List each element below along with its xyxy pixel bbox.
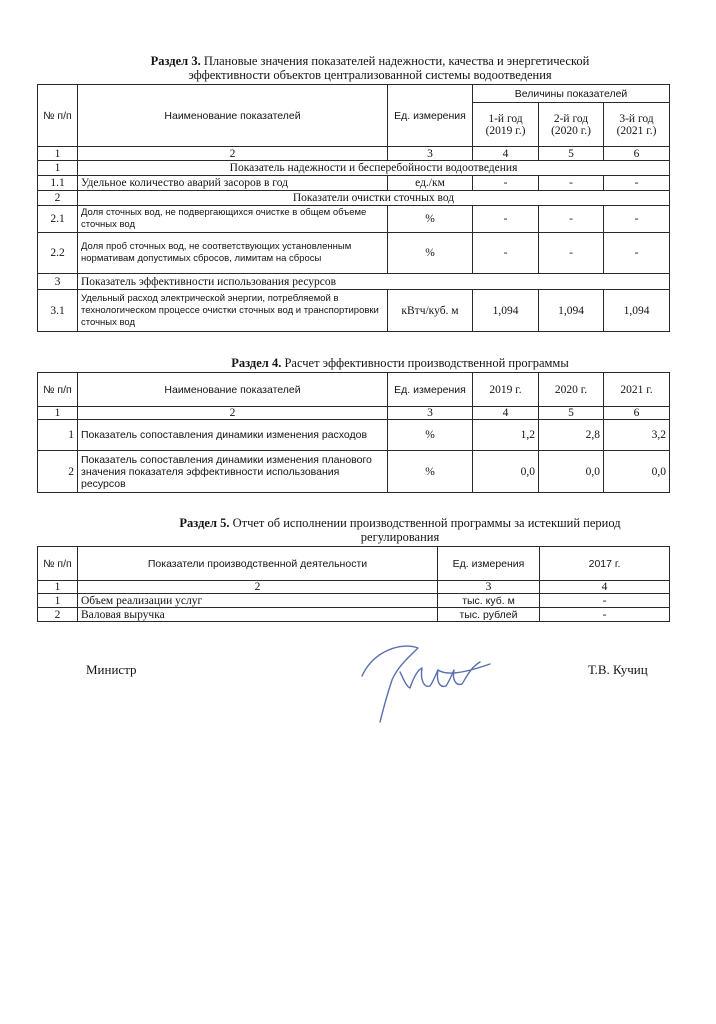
s4-row-v1: 0,0: [473, 451, 539, 493]
table-row: [38, 594, 670, 608]
section3-title: [90, 54, 650, 82]
s4-colnum-row: [38, 407, 670, 420]
s3-group-title: Показатель эффективности использования ресурсов: [78, 274, 670, 290]
section4-title: [150, 356, 650, 370]
s3-row-num: 3.1: [38, 290, 78, 332]
s3-row-v2: -: [539, 233, 604, 274]
section5-title-line1: Отчет об исполнении производственной программы за истекший период: [229, 516, 621, 530]
table-row: [38, 608, 670, 622]
s3-row-v1: -: [473, 176, 539, 191]
signatory-name: Т.В. Кучиц: [588, 662, 648, 677]
table-row: [38, 451, 670, 493]
s4-header-name: Наименование показателей: [78, 373, 388, 407]
s5-colnum: 1: [38, 581, 78, 594]
s5-row-value: -: [540, 594, 670, 608]
s4-colnum: 5: [539, 407, 604, 420]
s3-row-num: 2.2: [38, 233, 78, 274]
s3-group-row: [38, 274, 670, 290]
s5-row-num: 1: [38, 594, 78, 608]
section3-title-bold: Раздел 3.: [150, 54, 201, 68]
section3-title-line1: Плановые значения показателей надежности, качества и энергетической: [200, 54, 590, 68]
table-row: [38, 420, 670, 451]
s3-row-name: Доля сточных вод, не подвергающихся очистке в общем объеме сточных вод: [78, 206, 388, 233]
section4-title-bold: Раздел 4.: [231, 356, 282, 370]
s5-colnum: 3: [438, 581, 540, 594]
s3-row-v3: -: [604, 233, 670, 274]
s5-row-num: 2: [38, 608, 78, 622]
section5-title-line2: регулирования: [360, 530, 440, 544]
s3-colnum: 4: [473, 147, 539, 161]
s5-colnum: 4: [540, 581, 670, 594]
s3-row-unit: ед./км: [388, 176, 473, 191]
s5-header-num: № п/п: [38, 547, 78, 581]
s3-row-v1: 1,094: [473, 290, 539, 332]
s3-row-num: 1.1: [38, 176, 78, 191]
section5-title: [150, 516, 650, 544]
s3-row-v1: -: [473, 233, 539, 274]
s4-header-unit: Ед. измерения: [388, 373, 473, 407]
s5-colnum-row: [38, 581, 670, 594]
s3-group-num: 2: [38, 191, 78, 206]
s3-group-num: 1: [38, 161, 78, 176]
handwritten-signature: [340, 636, 510, 726]
s4-row-v1: 1,2: [473, 420, 539, 451]
s3-row-v2: -: [539, 176, 604, 191]
s3-row-name: Удельный расход электрической энергии, потребляемой в технологическом процессе очистки сточных вод и транспортировки сточных вод: [78, 290, 388, 332]
s4-header-y2: 2020 г.: [539, 373, 604, 407]
s4-row-num: 2: [38, 451, 78, 493]
s3-row-v3: -: [604, 176, 670, 191]
s4-colnum: 2: [78, 407, 388, 420]
s3-row-v3: -: [604, 206, 670, 233]
s5-colnum: 2: [78, 581, 438, 594]
s3-row-name: Доля проб сточных вод, не соответствующих установленным нормативам допустимых сбросов, лимитам на сбросы: [78, 233, 388, 274]
s3-colnum: 5: [539, 147, 604, 161]
s5-row-name: Валовая выручка: [78, 608, 438, 622]
s3-group-row: [38, 161, 670, 176]
s3-row-v3: 1,094: [604, 290, 670, 332]
s4-header-num: № п/п: [38, 373, 78, 407]
table-row: [38, 233, 670, 274]
s4-row-v3: 3,2: [604, 420, 670, 451]
s4-row-v2: 0,0: [539, 451, 604, 493]
section5-title-bold: Раздел 5.: [179, 516, 230, 530]
table-row: [38, 176, 670, 191]
s4-row-name: Показатель сопоставления динамики изменения планового значения показателя эффективности использования ресурсов: [78, 451, 388, 493]
section3-title-line2: эффективности объектов централизованной системы водоотведения: [188, 68, 552, 82]
s5-header-unit: Ед. измерения: [438, 547, 540, 581]
s3-row-v2: 1,094: [539, 290, 604, 332]
s3-row-name: Удельное количество аварий засоров в год: [78, 176, 388, 191]
s3-header-values-group: Величины показателей: [473, 85, 670, 103]
s3-colnum-row: [38, 147, 670, 161]
s3-header-y1: 1-й год (2019 г.): [473, 103, 539, 147]
table-row: [38, 290, 670, 332]
section3-table: [37, 84, 670, 332]
s3-row-v2: -: [539, 206, 604, 233]
s3-header-name: Наименование показателей: [78, 85, 388, 147]
s5-row-unit: тыс. куб. м: [438, 594, 540, 608]
s5-row-name: Объем реализации услуг: [78, 594, 438, 608]
s3-row-unit: %: [388, 233, 473, 274]
s4-row-num: 1: [38, 420, 78, 451]
s5-row-value: -: [540, 608, 670, 622]
s3-colnum: 2: [78, 147, 388, 161]
s4-colnum: 3: [388, 407, 473, 420]
s4-row-name: Показатель сопоставления динамики изменения расходов: [78, 420, 388, 451]
table-row: [38, 206, 670, 233]
s3-row-unit: кВтч/куб. м: [388, 290, 473, 332]
s3-row-v1: -: [473, 206, 539, 233]
s4-row-v3: 0,0: [604, 451, 670, 493]
s3-group-title: Показатель надежности и бесперебойности водоотведения: [78, 161, 670, 176]
s3-header-num: № п/п: [38, 85, 78, 147]
s5-header-name: Показатели производственной деятельности: [78, 547, 438, 581]
s3-group-title: Показатели очистки сточных вод: [78, 191, 670, 206]
s4-row-v2: 2,8: [539, 420, 604, 451]
s3-colnum: 3: [388, 147, 473, 161]
s4-header-y1: 2019 г.: [473, 373, 539, 407]
s3-header-unit: Ед. измерения: [388, 85, 473, 147]
s3-colnum: 6: [604, 147, 670, 161]
signatory-role: Министр: [86, 662, 137, 677]
s4-header-y3: 2021 г.: [604, 373, 670, 407]
section4-table: [37, 372, 670, 493]
s3-group-num: 3: [38, 274, 78, 290]
s3-colnum: 1: [38, 147, 78, 161]
s3-header-y3: 3-й год (2021 г.): [604, 103, 670, 147]
section5-table: [37, 546, 670, 622]
s4-row-unit: %: [388, 451, 473, 493]
s3-group-row: [38, 191, 670, 206]
s4-colnum: 1: [38, 407, 78, 420]
s5-row-unit: тыс. рублей: [438, 608, 540, 622]
s3-row-unit: %: [388, 206, 473, 233]
s4-colnum: 4: [473, 407, 539, 420]
s5-header-year: 2017 г.: [540, 547, 670, 581]
section4-title-rest: Расчет эффективности производственной программы: [281, 356, 569, 370]
s3-row-num: 2.1: [38, 206, 78, 233]
s4-colnum: 6: [604, 407, 670, 420]
s4-row-unit: %: [388, 420, 473, 451]
s3-header-y2: 2-й год (2020 г.): [539, 103, 604, 147]
